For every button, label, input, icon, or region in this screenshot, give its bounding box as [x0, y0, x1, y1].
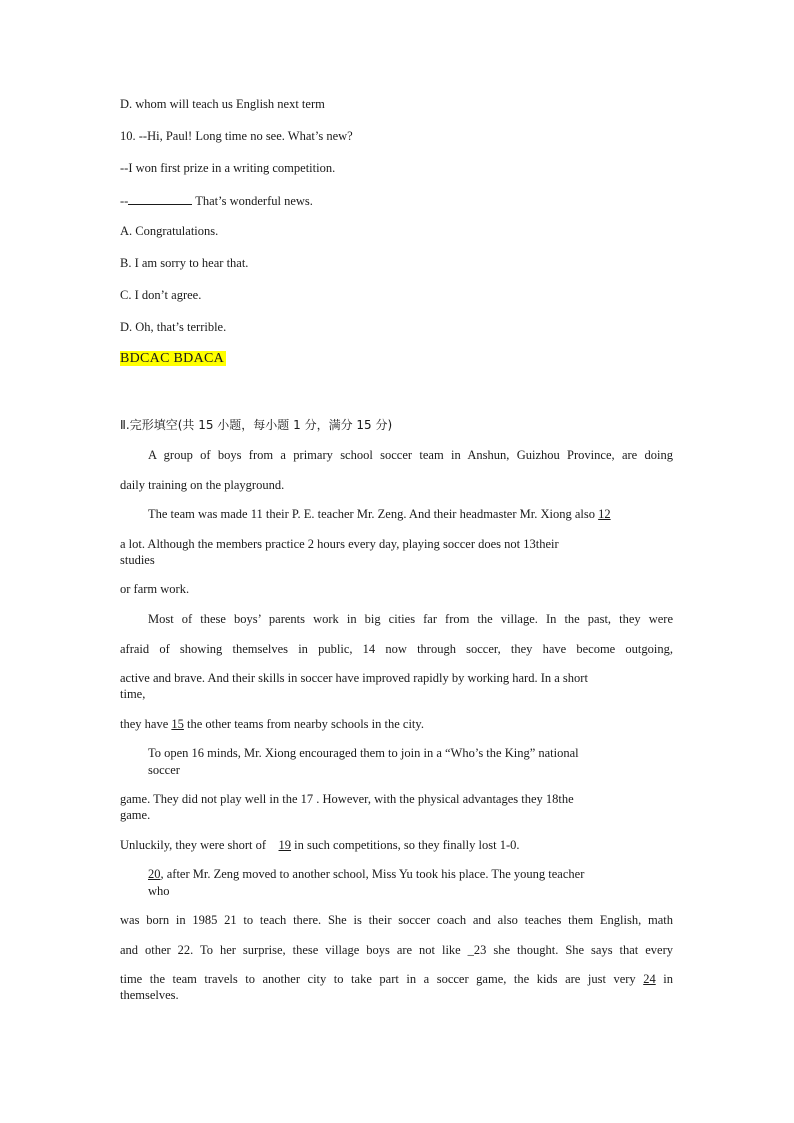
- dash: --: [120, 194, 129, 208]
- text: in: [655, 972, 673, 986]
- blank-20: 20: [148, 867, 161, 881]
- blank-12: 12: [598, 507, 611, 521]
- text: they have: [120, 717, 172, 731]
- q10-dialogue-line-3: [120, 193, 313, 209]
- blank-24: 24: [643, 972, 656, 986]
- passage-p3-line-3-wrap: time,: [120, 687, 146, 701]
- q10-dialogue-line-2: --I won first prize in a writing competition.: [120, 161, 336, 175]
- text: , after Mr. Zeng moved to another school, Miss Yu took his place. The young teacher: [160, 867, 585, 881]
- answer-blank: [128, 193, 192, 205]
- passage-p5-line-4-wrap: themselves.: [120, 988, 179, 1002]
- passage-p2-line-3: or farm work.: [120, 582, 190, 596]
- dialogue-reply: That’s wonderful news.: [192, 194, 313, 208]
- passage-p4-line-1: To open 16 minds, Mr. Xiong encouraged them to join in a “Who’s the King” national: [148, 746, 579, 760]
- passage-p4-line-3: [120, 838, 519, 853]
- passage-p4-line-1-wrap: soccer: [148, 763, 180, 777]
- passage-p3-line-2: afraid of showing themselves in public, 14 now through soccer, they have become outgoing,: [120, 642, 673, 656]
- q10-option-c: C. I don’t agree.: [120, 288, 202, 302]
- passage-p2-line-2: a lot. Although the members practice 2 hours every day, playing soccer does not 13their: [120, 537, 559, 551]
- passage-p4-line-2-wrap: game.: [120, 808, 151, 822]
- blank-19: 19: [278, 838, 292, 852]
- text: The team was made 11 their P. E. teacher Mr. Zeng. And their headmaster Mr. Xiong also: [148, 507, 595, 521]
- passage-p4-line-2: game. They did not play well in the 17 . However, with the physical advantages they 18the: [120, 792, 574, 806]
- passage-p5-line-2: was born in 1985 21 to teach there. She is their soccer coach and also teaches them English, math: [120, 913, 673, 927]
- passage-p5-line-1-wrap: who: [148, 884, 170, 898]
- blank-15: 15: [171, 717, 184, 731]
- passage-p2-line-2-wrap: studies: [120, 553, 155, 567]
- text: Unluckily, they were short of: [120, 838, 279, 852]
- text: in such competitions, so they finally lost 1-0.: [291, 838, 520, 852]
- passage-p5-line-3: and other 22. To her surprise, these village boys are not like _23 she thought. She says that every: [120, 943, 673, 957]
- passage-p1-line-2: daily training on the playground.: [120, 478, 285, 492]
- q9-option-d: D. whom will teach us English next term: [120, 97, 325, 111]
- q10-option-d: D. Oh, that’s terrible.: [120, 320, 227, 334]
- passage-p3-line-1: Most of these boys’ parents work in big cities far from the village. In the past, they were: [148, 612, 673, 626]
- passage-p1-line-1: A group of boys from a primary school soccer team in Anshun, Guizhou Province, are doing: [148, 448, 673, 462]
- section-title: Ⅱ.完形填空(共 15 小题，每小题 1 分，满分 15 分): [120, 418, 393, 432]
- passage-p5-line-4: [120, 972, 673, 987]
- answer-key-highlight: BDCAC BDACA: [120, 351, 225, 366]
- passage-p3-line-3: active and brave. And their skills in soccer have improved rapidly by working hard. In a short: [120, 671, 588, 685]
- text: time the team travels to another city to take part in a soccer game, the kids are just very: [120, 972, 644, 986]
- q10-stem: 10. --Hi, Paul! Long time no see. What’s new?: [120, 129, 353, 143]
- passage-p2-line-1: [148, 507, 611, 522]
- text: the other teams from nearby schools in the city.: [183, 717, 424, 731]
- answer-key: [120, 351, 226, 366]
- q10-option-b: B. I am sorry to hear that.: [120, 256, 249, 270]
- q10-option-a: A. Congratulations.: [120, 224, 219, 238]
- passage-p3-line-4: [120, 717, 424, 732]
- passage-p5-line-1: [148, 867, 584, 882]
